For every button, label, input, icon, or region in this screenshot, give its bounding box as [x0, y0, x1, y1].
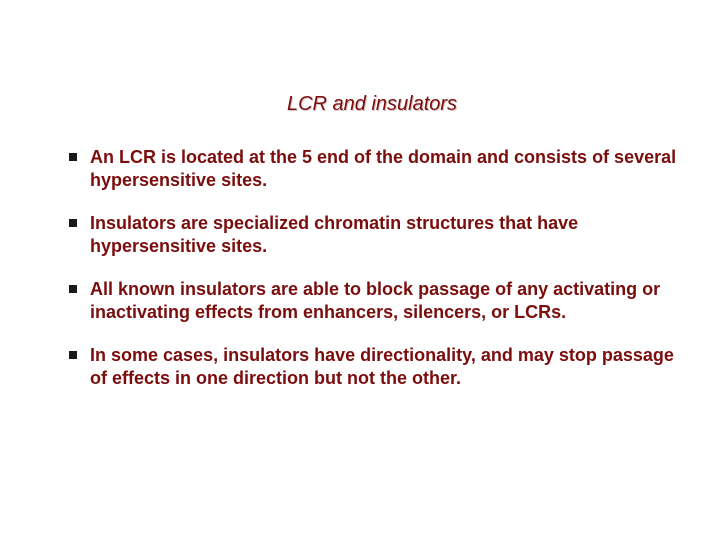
square-bullet-icon: [69, 351, 77, 359]
bullet-text: An LCR is located at the 5 end of the domain and consists of several hypersensitive sites.: [90, 147, 677, 190]
bullet-item: [67, 278, 687, 324]
bullet-text: In some cases, insulators have directionality, and may stop passage of effects in one direction but not the other.: [90, 345, 674, 388]
square-bullet-icon: [69, 285, 77, 293]
bullet-text: Insulators are specialized chromatin structures that have hypersensitive sites.: [90, 213, 579, 256]
bullet-item: [67, 344, 687, 390]
bullet-list: [67, 146, 687, 410]
square-bullet-icon: [69, 153, 77, 161]
bullet-item: [67, 212, 687, 258]
bullet-item: [67, 146, 687, 192]
square-bullet-icon: [69, 219, 77, 227]
bullet-text: All known insulators are able to block passage of any activating or inactivating effects from enhancers, silencers, or LCRs.: [90, 279, 661, 322]
slide-title: LCR and insulators: [286, 93, 458, 115]
